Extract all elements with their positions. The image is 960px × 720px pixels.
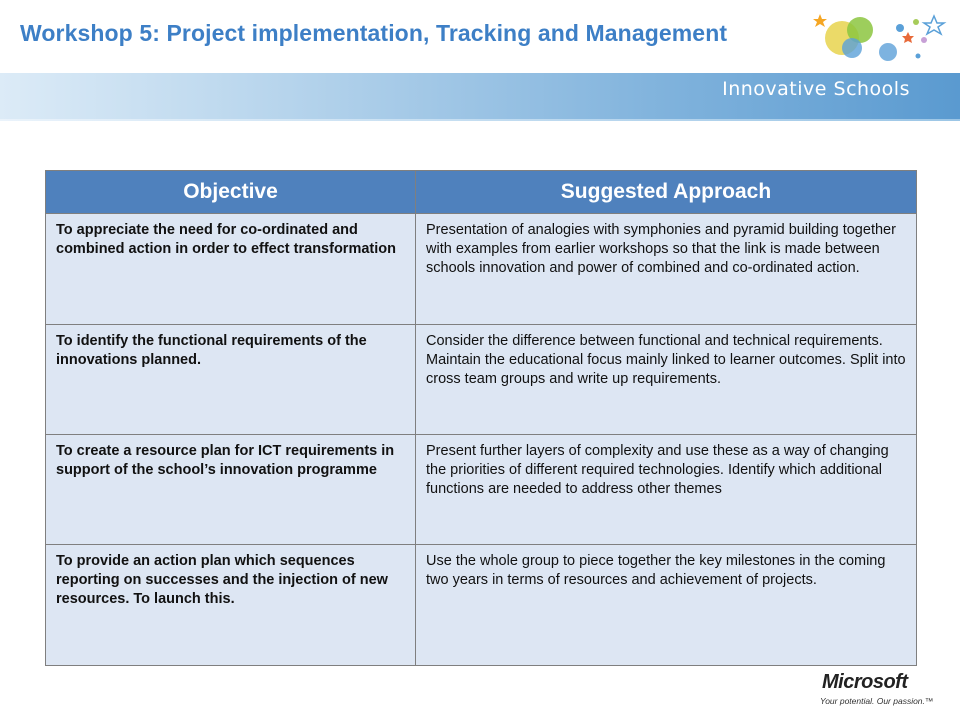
banner-divider	[0, 119, 960, 121]
objective-cell: To provide an action plan which sequences reporting on successes and the injection of new resources. To launch this.	[46, 545, 416, 666]
table-row	[46, 325, 917, 435]
table-row	[46, 545, 917, 666]
table-row	[46, 435, 917, 545]
objective-column-header: Objective	[46, 171, 416, 214]
decorative-bubbles-icon	[800, 8, 960, 72]
brand-text: Innovative Schools	[722, 78, 910, 100]
objectives-table	[45, 170, 917, 666]
table-row	[46, 214, 917, 325]
objective-cell: To identify the functional requirements of the innovations planned.	[46, 325, 416, 435]
approach-cell: Consider the difference between functional and technical requirements. Maintain the educational focus mainly linked to learner outcomes. Split into cross team groups and write up requirements.	[416, 325, 917, 435]
approach-cell: Presentation of analogies with symphonies and pyramid building together with examples from earlier workshops so that the link is made between schools innovation and power of combined and co-ordinated action.	[416, 214, 917, 325]
microsoft-logo: Microsoft	[822, 671, 908, 693]
table-header-row	[46, 171, 917, 214]
slide-title: Workshop 5: Project implementation, Tracking and Management	[20, 20, 728, 46]
approach-cell: Present further layers of complexity and use these as a way of changing the priorities of different required technologies. Identify which additional functions are needed to address other themes	[416, 435, 917, 545]
approach-cell: Use the whole group to piece together the key milestones in the coming two years in terms of resources and achievement of projects.	[416, 545, 917, 666]
objective-cell: To create a resource plan for ICT requirements in support of the school’s innovation programme	[46, 435, 416, 545]
approach-column-header: Suggested Approach	[416, 171, 917, 214]
microsoft-tagline: Your potential. Our passion.™	[820, 696, 934, 706]
objective-cell: To appreciate the need for co-ordinated and combined action in order to effect transformation	[46, 214, 416, 325]
